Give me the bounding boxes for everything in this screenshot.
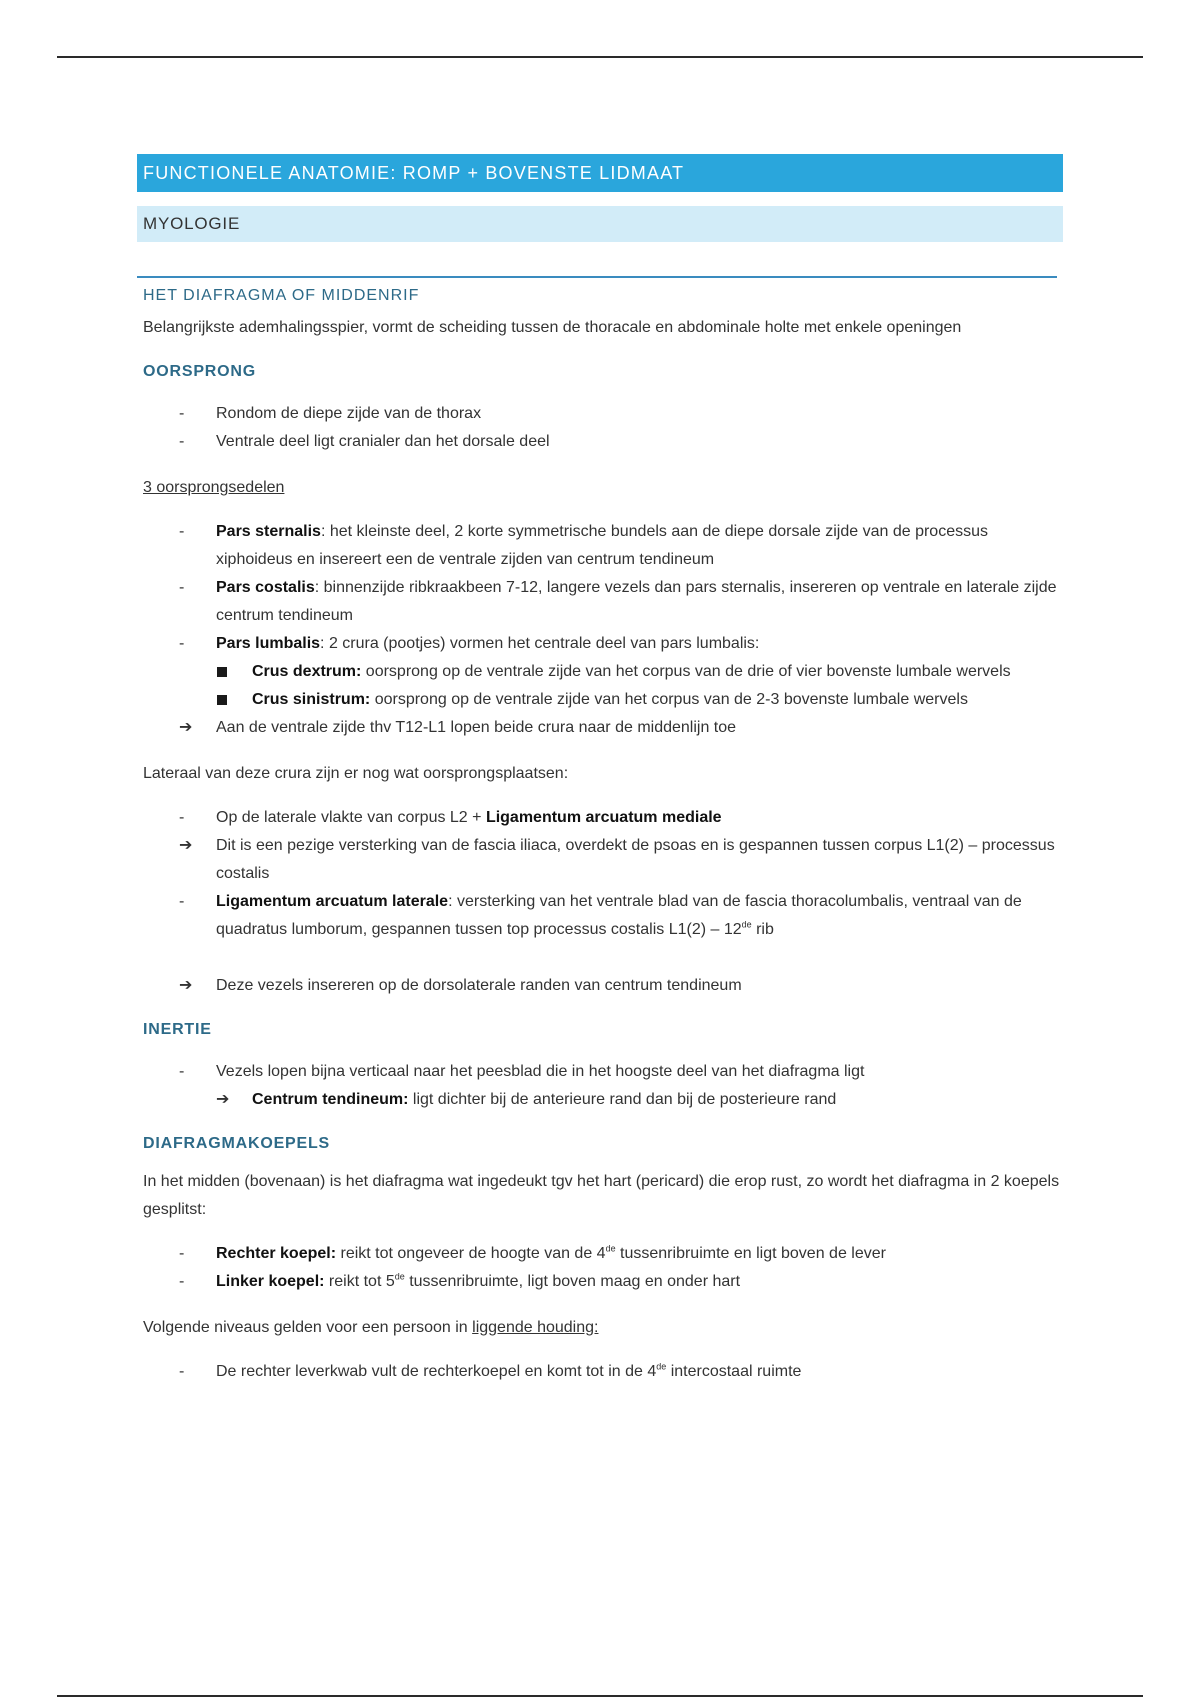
list-item: ➔ Deze vezels insereren op de dorsolaterale randen van centrum tendineum	[137, 972, 1063, 1000]
parts-list	[137, 518, 1063, 742]
oorsprong-heading: OORSPRONG	[143, 363, 256, 380]
arrow-icon: ➔	[179, 719, 193, 736]
levels-intro: Volgende niveaus gelden voor een persoon in liggende houding:	[143, 1319, 599, 1336]
inertie-heading: INERTIE	[143, 1021, 212, 1038]
list-item: - De rechter leverkwab vult de rechterkoepel en komt tot in de 4de intercostaal ruimte	[137, 1358, 1063, 1386]
inertie-list	[137, 1058, 1063, 1114]
list-item: ➔ Aan de ventrale zijde thv T12-L1 lopen beide crura naar de middenlijn toe	[137, 714, 1063, 742]
list-item: - Pars sternalis: het kleinste deel, 2 korte symmetrische bundels aan de diepe dorsale zijde van de processus xiphoideus en insereert een de ventrale zijden van centrum tendineum	[137, 518, 1063, 574]
dash-marker: -	[179, 1363, 185, 1380]
koepels-intro: In het midden (bovenaan) is het diafragma wat ingedeukt tgv het hart (pericard) die erop rust, zo wordt het diafragma in 2 koepels gesplitst:	[143, 1173, 1060, 1218]
doc-subtitle: MYOLOGIE	[137, 206, 1063, 242]
lateral-intro: Lateraal van deze crura zijn er nog wat oorsprongsplaatsen:	[143, 765, 569, 782]
dash-marker: -	[179, 579, 185, 596]
dash-marker: -	[179, 1273, 185, 1290]
arrow-icon: ➔	[216, 1091, 230, 1108]
koepels-heading: DIAFRAGMAKOEPELS	[143, 1135, 331, 1152]
arrow-icon: ➔	[179, 837, 193, 854]
header-rule	[57, 56, 1143, 58]
list-item: ➔ Dit is een pezige versterking van de fascia iliaca, overdekt de psoas en is gespannen tussen corpus L1(2) – processus costalis	[137, 832, 1063, 888]
lateral-list	[137, 804, 1063, 944]
arrow-icon: ➔	[179, 977, 193, 994]
doc-title: FUNCTIONELE ANATOMIE: ROMP + BOVENSTE LIDMAAT	[137, 154, 1063, 192]
dash-marker: -	[179, 809, 185, 826]
dash-marker: -	[179, 1063, 185, 1080]
list-item: - Pars lumbalis: 2 crura (pootjes) vormen het centrale deel van pars lumbalis:	[137, 630, 1063, 658]
list-item: - Op de laterale vlakte van corpus L2 + Ligamentum arcuatum mediale	[137, 804, 1063, 832]
oorsprong-subtitle: 3 oorsprongsedelen	[143, 479, 285, 496]
list-item: - Rechter koepel: reikt tot ongeveer de hoogte van de 4de tussenribruimte en ligt boven de lever	[137, 1240, 1063, 1268]
oorsprong-list	[137, 400, 1063, 456]
dash-marker: -	[179, 1245, 185, 1262]
list-item: - Linker koepel: reikt tot 5de tussenribruimte, ligt boven maag en onder hart	[137, 1268, 1063, 1296]
list-item: ➔ Centrum tendineum: ligt dichter bij de anterieure rand dan bij de posterieure rand	[137, 1086, 1063, 1114]
dash-marker: -	[179, 635, 185, 652]
list-item: - Ligamentum arcuatum laterale: versterking van het ventrale blad van de fascia thoracolumbalis, ventraal van de quadratus lumborum, gespannen tussen top processus costalis L1(2) – 12de rib	[137, 888, 1063, 944]
document-body	[137, 154, 1063, 1386]
list-item: - Ventrale deel ligt cranialer dan het dorsale deel	[137, 428, 1063, 456]
dash-marker: -	[179, 893, 185, 910]
koepels-list	[137, 1240, 1063, 1296]
final-arrow-list	[137, 972, 1063, 1000]
list-item: - Rondom de diepe zijde van de thorax	[137, 400, 1063, 428]
square-bullet-icon	[217, 695, 227, 705]
dash-marker: -	[179, 405, 185, 422]
levels-list	[137, 1358, 1063, 1386]
square-bullet-icon	[217, 667, 227, 677]
section-title: HET DIAFRAGMA OF MIDDENRIF	[137, 276, 1057, 308]
list-item: Crus sinistrum: oorsprong op de ventrale zijde van het corpus van de 2-3 bovenste lumbale wervels	[137, 686, 1063, 714]
list-item: Crus dextrum: oorsprong op de ventrale zijde van het corpus van de drie of vier bovenste lumbale wervels	[137, 658, 1063, 686]
footer-rule	[57, 1695, 1143, 1697]
dash-marker: -	[179, 523, 185, 540]
dash-marker: -	[179, 433, 185, 450]
list-item: - Vezels lopen bijna verticaal naar het peesblad die in het hoogste deel van het diafragma ligt	[137, 1058, 1063, 1086]
section-intro: Belangrijkste ademhalingsspier, vormt de scheiding tussen de thoracale en abdominale holte met enkele openingen	[143, 319, 962, 336]
list-item: - Pars costalis: binnenzijde ribkraakbeen 7-12, langere vezels dan pars sternalis, insereren op ventrale en laterale zijde centrum tendineum	[137, 574, 1063, 630]
